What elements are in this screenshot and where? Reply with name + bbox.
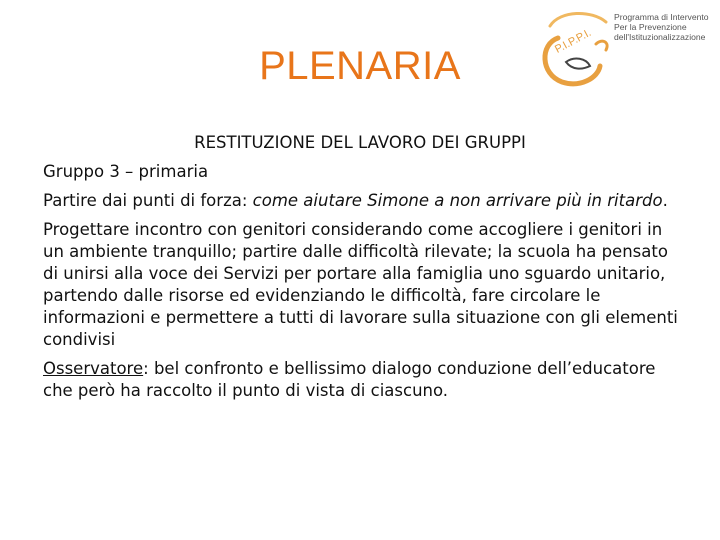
paragraph-strengths [43,190,683,212]
pippi-logo [536,4,716,92]
observer-text: : bel confronto e bellissimo dialogo conduzione dell’educatore che però ha raccolto il punto di vista di ciascuno. [43,359,656,400]
logo-acronym: P.I.P.P.I. [553,26,594,56]
paragraph-observer [43,358,683,402]
paragraph-plan: Progettare incontro con genitori considerando come accogliere i genitori in un ambiente tranquillo; partire dalle difficoltà rilevate; la scuola ha pensato di unirsi alla voce dei Servizi per portare alla famiglia uno sguardo unitario, partendo dalle risorse ed evidenziando le difficoltà, fare circolare le informazioni e permettere a tutti di lavorare sulla situazione con gli elementi condivisi [43,220,678,349]
observer-label: Osservatore [43,359,144,378]
logo-line-3: dell'Istituzionalizzazione [614,32,706,42]
logo-line-2: Per la Prevenzione [614,22,687,32]
strengths-italic: come aiutare Simone a non arrivare più in ritardo [252,191,663,210]
strengths-end: . [662,191,668,210]
group-heading: Gruppo 3 – primaria [43,162,209,181]
logo-line-1: Programma di Intervento [614,12,709,22]
slide-body [43,132,683,409]
logo-caption [614,12,718,42]
slide-title: PLENARIA [259,44,461,88]
strengths-lead: Partire dai punti di forza: [43,191,253,210]
slide-subtitle: RESTITUZIONE DEL LAVORO DEI GRUPPI [194,133,526,152]
